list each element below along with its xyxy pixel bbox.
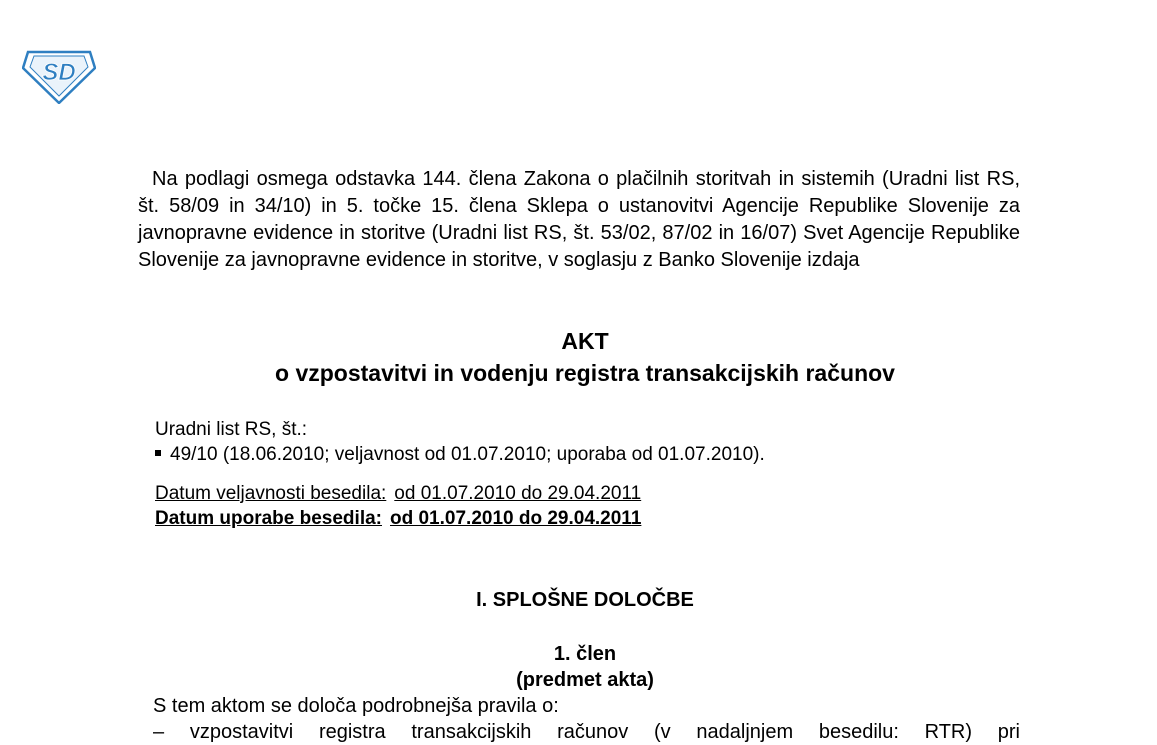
intro-paragraph: Na podlagi osmega odstavka 144. člena Zakona o plačilnih storitvah in sistemih (Uradni list RS, št. 58/09 in 34/10) in 5. točke 15. člena Sklepa o ustanovitvi Agencije Republike Slovenije za javnopravne evidence in storitve (Uradni list RS, št. 53/02, 87/02 in 16/07) Svet Agencije Republike Slovenije za javnopravne evidence in storitve, v soglasju z Banko Slovenije izdaja xyxy=(138,168,1020,271)
gazette-item xyxy=(155,443,765,467)
gazette-item-text: 49/10 (18.06.2010; veljavnost od 01.07.2010; uporaba od 01.07.2010). xyxy=(170,444,765,465)
bullet-icon xyxy=(155,450,161,456)
use-date-value: od 01.07.2010 do 29.04.2011 xyxy=(390,508,642,529)
gazette-label: Uradni list RS, št.: xyxy=(155,419,308,440)
use-date-label: Datum uporabe besedila: xyxy=(155,508,382,529)
article-item-1: – vzpostavitvi registra transakcijskih računov (v nadaljnjem besedilu: RTR) pri xyxy=(153,721,1020,743)
validity-date-value: od 01.07.2010 do 29.04.2011 xyxy=(394,483,642,504)
sd-logo-icon xyxy=(22,48,96,104)
article-subtitle: (predmet akta) xyxy=(516,669,654,691)
use-date-row xyxy=(155,507,641,531)
article-number: 1. člen xyxy=(553,643,617,665)
validity-date-row xyxy=(155,482,641,506)
document-title: AKT xyxy=(561,328,609,354)
article-lead: S tem aktom se določa podrobnejša pravila o: xyxy=(153,695,559,717)
validity-date-label: Datum veljavnosti besedila: xyxy=(155,483,387,504)
logo-text: SD xyxy=(42,59,76,86)
document-subtitle: o vzpostavitvi in vodenju registra transakcijskih računov xyxy=(275,360,895,386)
section-heading: I. SPLOŠNE DOLOČBE xyxy=(476,589,694,611)
